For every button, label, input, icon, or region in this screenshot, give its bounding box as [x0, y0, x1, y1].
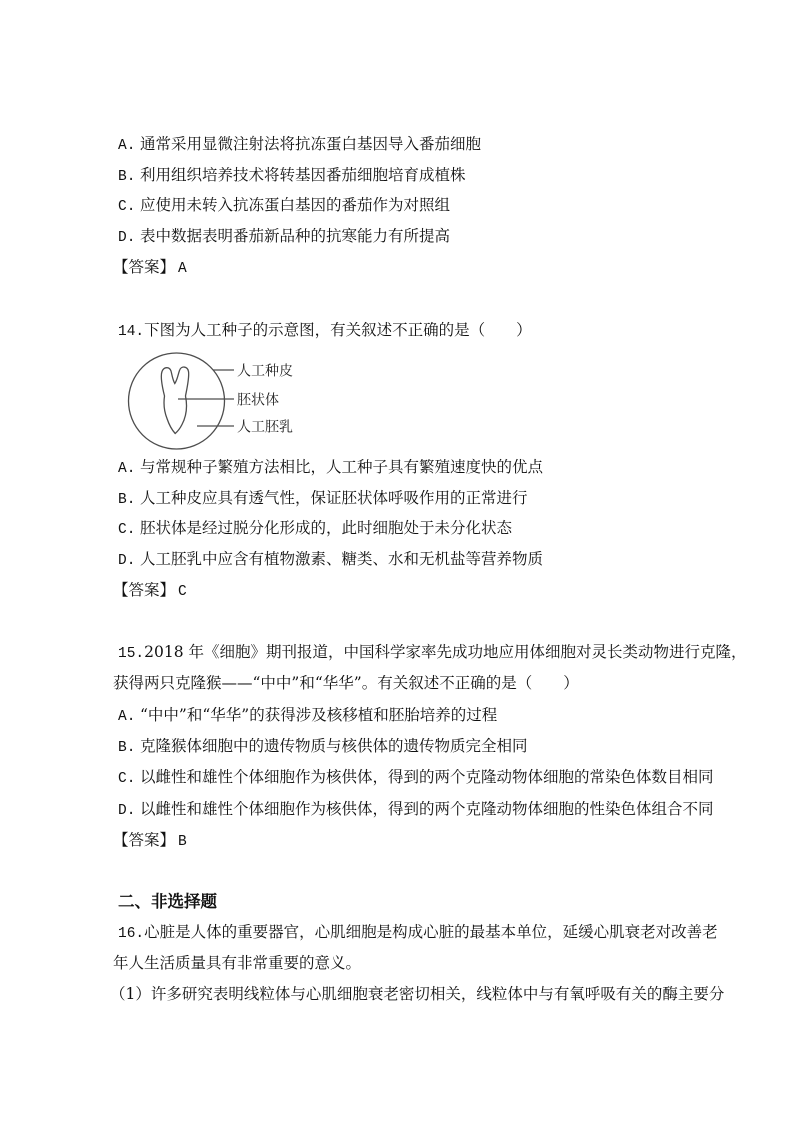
q13-option-b [113, 165, 466, 186]
q16-stem-line2 [113, 953, 361, 974]
artificial-seed-diagram [126, 350, 326, 454]
q15-number: 15. [118, 646, 145, 662]
q16-stem-line1 [113, 922, 718, 943]
q16-part1-text: （1）许多研究表明线粒体与心肌细胞衰老密切相关，线粒体中与有氧呼吸有关的酶主要分 [110, 985, 725, 1003]
q13-option-a-letter: A. [118, 138, 136, 154]
q15-stem-text-2: 获得两只克隆猴——“中中”和“华华”。有关叙述不正确的是（ ） [113, 674, 579, 693]
q14-option-b-letter: B. [118, 491, 136, 508]
q15-option-d [113, 799, 714, 820]
q14-stem-text: 下图为人工种子的示意图，有关叙述不正确的是（ ） [144, 321, 532, 339]
q14-option-a-text: 与常规种子繁殖方法相比，人工种子具有繁殖速度快的优点 [140, 458, 544, 476]
q15-option-b-letter: B. [118, 739, 136, 756]
embryoid-shape [161, 367, 188, 433]
q13-option-b-letter: B. [118, 168, 136, 185]
artificial-seed-coat-circle [129, 353, 225, 449]
q14-option-d-text: 人工胚乳中应含有植物激素、糖类、水和无机盐等营养物质 [140, 550, 544, 569]
q14-option-a [113, 457, 543, 478]
q15-option-a-text: “中中”和“华华”的获得涉及核移植和胚胎培养的过程 [140, 705, 498, 724]
q13-option-b-text: 利用组织培养技术将转基因番茄细胞培育成植株 [140, 165, 466, 184]
embryoid-label: 胚状体 [237, 392, 279, 409]
q14-option-d-letter: D. [118, 553, 136, 570]
q14-answer-label: 【答案】 [113, 580, 176, 599]
q14-number: 14. [118, 324, 145, 340]
q15-option-c-letter: C. [118, 771, 136, 788]
q13-answer-label: 【答案】 [113, 257, 176, 276]
q14-option-d [113, 549, 543, 570]
q14-option-b [113, 488, 528, 509]
q14-stem [113, 320, 532, 341]
q15-option-c-text: 以雌性和雄性个体细胞作为核供体，得到的两个克隆动物体细胞的常染色体数目相同 [140, 768, 714, 787]
q15-option-b [113, 736, 528, 757]
section-2-heading: 二、非选择题 [118, 891, 217, 911]
q15-answer-label: 【答案】 [113, 830, 176, 849]
q15-option-d-letter: D. [118, 802, 136, 819]
q13-option-c-letter: C. [118, 199, 136, 216]
q15-option-a [113, 705, 497, 726]
q16-part1 [110, 984, 724, 1005]
q13-option-c-text: 应使用未转入抗冻蛋白基因的番茄作为对照组 [140, 196, 451, 215]
q13-option-a-text: 通常采用显微注射法将抗冻蛋白基因导入番茄细胞 [140, 135, 482, 153]
q16-number: 16. [118, 925, 145, 942]
q16-stem-text-1: 心脏是人体的重要器官，心肌细胞是构成心脏的最基本单位，延缓心肌衰老对改善老 [144, 922, 718, 941]
seed-coat-label: 人工种皮 [237, 363, 293, 380]
q13-option-d-letter: D. [118, 230, 136, 247]
q15-option-c [113, 767, 714, 788]
q13-option-c [113, 195, 450, 216]
q13-option-d [113, 226, 450, 247]
q14-option-a-letter: A. [118, 461, 136, 477]
q16-stem-text-2: 年人生活质量具有非常重要的意义。 [113, 953, 362, 972]
q15-option-b-text: 克隆猴体细胞中的遗传物质与核供体的遗传物质完全相同 [140, 736, 528, 755]
q15-option-d-text: 以雌性和雄性个体细胞作为核供体，得到的两个克隆动物体细胞的性染色体组合不同 [140, 799, 714, 818]
q14-answer [113, 580, 187, 601]
q13-option-a [113, 134, 481, 155]
q13-option-d-text: 表中数据表明番茄新品种的抗寒能力有所提高 [140, 227, 451, 246]
q14-option-c-text: 胚状体是经过脱分化形成的，此时细胞处于未分化状态 [140, 519, 513, 538]
q15-stem-line2 [113, 673, 579, 694]
q14-answer-value: C [178, 583, 187, 600]
q15-stem-line1 [113, 642, 747, 663]
q15-answer-value: B [178, 833, 187, 850]
q13-answer [113, 257, 187, 278]
q13-answer-value: A [178, 260, 187, 277]
q14-option-c [113, 518, 512, 539]
q14-option-b-text: 人工种皮应具有透气性，保证胚状体呼吸作用的正常进行 [140, 488, 528, 507]
q14-option-c-letter: C. [118, 522, 136, 539]
endosperm-label: 人工胚乳 [237, 419, 293, 436]
q15-option-a-letter: A. [118, 708, 136, 725]
q15-answer [113, 830, 187, 851]
q15-stem-text-1: 2018 年《细胞》期刊报道，中国科学家率先成功地应用体细胞对灵长类动物进行克隆， [144, 643, 747, 661]
